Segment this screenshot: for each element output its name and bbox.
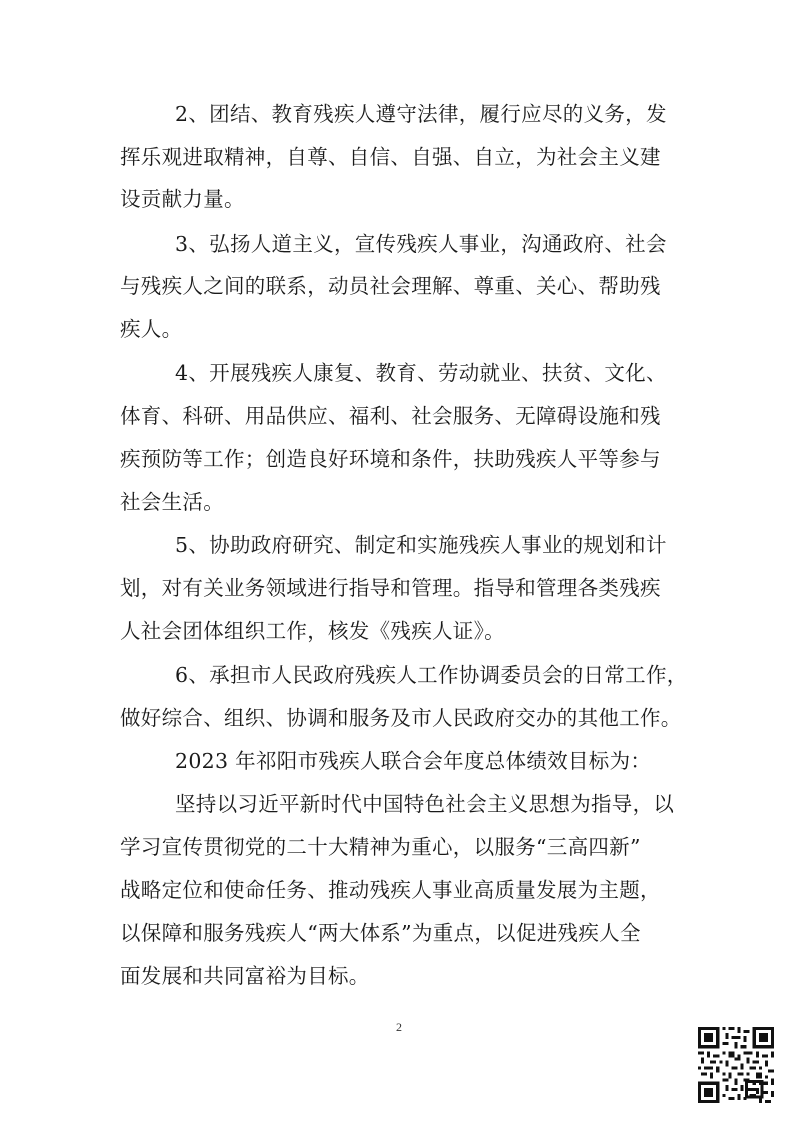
qr-code-icon xyxy=(698,1027,774,1103)
text-line: 与残疾人之间的联系，动员社会理解、尊重、关心、帮助残 xyxy=(120,274,661,298)
page-number: 2 xyxy=(396,1020,402,1034)
text-line: 4、开展残疾人康复、教育、劳动就业、扶贫、文化、 xyxy=(175,361,667,385)
text-line: 2023 年祁阳市残疾人联合会年度总体绩效目标为： xyxy=(175,749,652,773)
text-line: 面发展和共同富裕为目标。 xyxy=(120,964,370,988)
text-line: 做好综合、组织、协调和服务及市人民政府交办的其他工作。 xyxy=(120,706,682,730)
text-line: 划，对有关业务领域进行指导和管理。指导和管理各类残疾 xyxy=(120,576,661,600)
text-line: 3、弘扬人道主义，宣传残疾人事业，沟通政府、社会 xyxy=(175,232,667,256)
text-line: 疾预防等工作；创造良好环境和条件，扶助残疾人平等参与 xyxy=(120,447,661,471)
text-line: 人社会团体组织工作，核发《残疾人证》。 xyxy=(120,619,505,643)
text-line: 以保障和服务残疾人“两大体系”为重点，以促进残疾人全 xyxy=(120,921,641,945)
text-line: 坚持以习近平新时代中国特色社会主义思想为指导，以 xyxy=(175,792,675,816)
text-line: 社会生活。 xyxy=(120,490,224,514)
text-line: 疾人。 xyxy=(120,317,183,341)
text-line: 5、协助政府研究、制定和实施残疾人事业的规划和计 xyxy=(175,533,667,557)
text-line: 6、承担市人民政府残疾人工作协调委员会的日常工作， xyxy=(175,663,688,687)
text-line: 学习宣传贯彻党的二十大精神为重心，以服务“三高四新” xyxy=(120,835,641,859)
text-line: 挥乐观进取精神，自尊、自信、自强、自立，为社会主义建 xyxy=(120,145,661,169)
text-line: 体育、科研、用品供应、福利、社会服务、无障碍设施和残 xyxy=(120,404,661,428)
text-line: 设贡献力量。 xyxy=(120,187,245,211)
text-line: 2、团结、教育残疾人遵守法律，履行应尽的义务，发 xyxy=(175,102,667,126)
text-line: 战略定位和使命任务、推动残疾人事业高质量发展为主题， xyxy=(120,878,661,902)
